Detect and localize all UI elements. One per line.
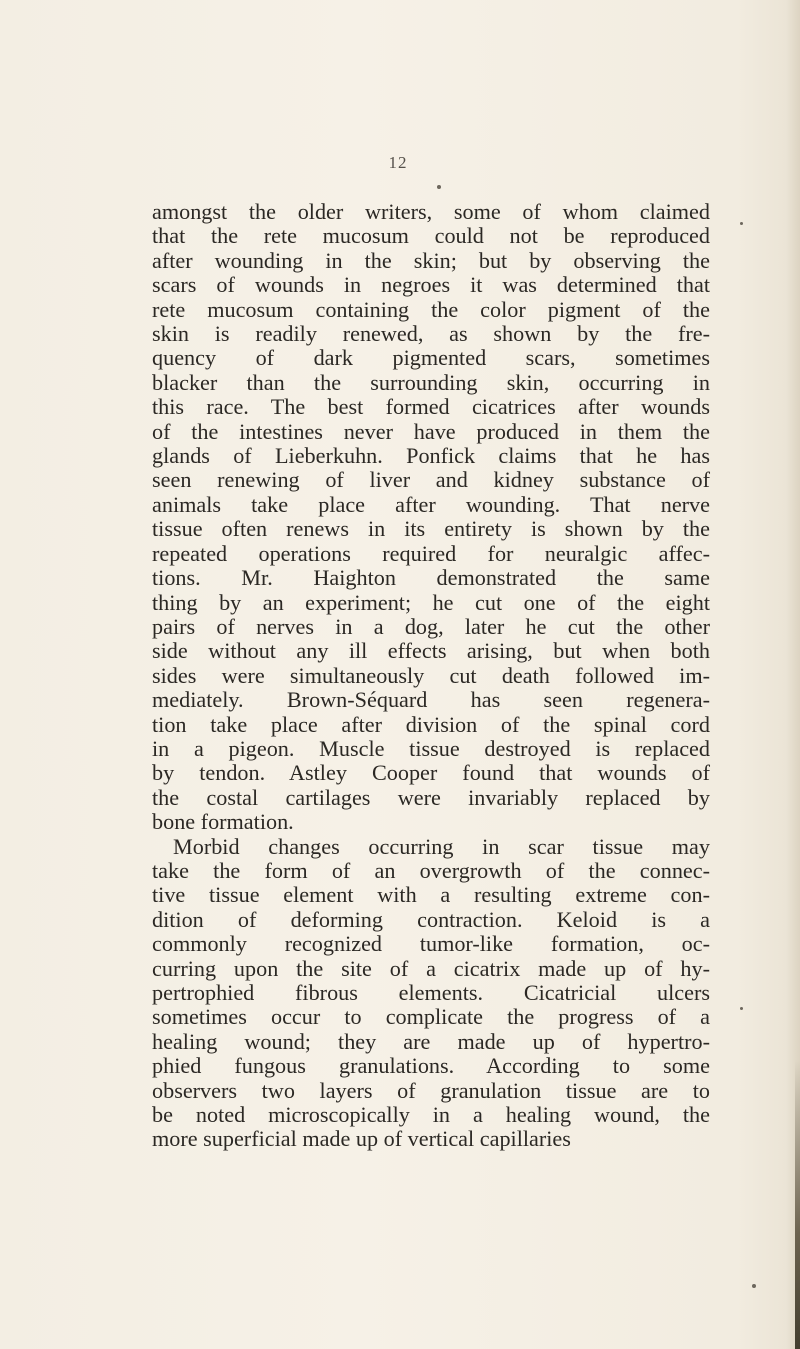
- ink-speck: [740, 222, 743, 225]
- text-line: tive tissue element with a resulting extreme con-: [152, 882, 710, 908]
- text-line: skin is readily renewed, as shown by the fre-: [152, 321, 710, 347]
- text-line: curring upon the site of a cicatrix made up of hy-: [152, 955, 710, 981]
- text-line: after wounding in the skin; but by observing the: [152, 247, 710, 273]
- body-text: [152, 200, 710, 1152]
- text-line: take the form of an overgrowth of the connec-: [152, 857, 710, 883]
- paragraph-end-line: bone formation.: [152, 809, 294, 835]
- text-line: tissue often renews in its entirety is shown by the: [152, 516, 710, 542]
- page-edge-binding: [795, 1060, 800, 1349]
- text-line: this race. The best formed cicatrices after wounds: [152, 394, 710, 420]
- text-line: pairs of nerves in a dog, later he cut the other: [152, 613, 710, 639]
- text-line: side without any ill effects arising, but when both: [152, 638, 710, 664]
- text-line: animals take place after wounding. That nerve: [152, 491, 710, 517]
- text-line: quency of dark pigmented scars, sometimes: [152, 345, 710, 371]
- text-line: that the rete mucosum could not be reproduced: [152, 223, 710, 249]
- text-line: thing by an experiment; he cut one of the eight: [152, 589, 710, 615]
- ink-speck: [740, 1007, 743, 1010]
- text-line: be noted microscopically in a healing wound, the: [152, 1102, 710, 1128]
- text-line: repeated operations required for neuralgic affec-: [152, 540, 710, 566]
- text-line: observers two layers of granulation tissue are to: [152, 1077, 710, 1103]
- text-line: in a pigeon. Muscle tissue destroyed is replaced: [152, 735, 710, 761]
- page-number: 12: [388, 153, 408, 172]
- text-line: scars of wounds in negroes it was determined that: [152, 272, 710, 298]
- text-line: of the intestines never have produced in them the: [152, 418, 710, 444]
- text-line: dition of deforming contraction. Keloid is a: [152, 906, 710, 932]
- text-line: seen renewing of liver and kidney substance of: [152, 467, 710, 493]
- text-line: tions. Mr. Haighton demonstrated the same: [152, 565, 710, 591]
- text-line: amongst the older writers, some of whom claimed: [152, 199, 710, 224]
- text-line: sides were simultaneously cut death followed im-: [152, 662, 710, 688]
- ink-speck: [752, 1284, 756, 1288]
- text-line: tion take place after division of the spinal cord: [152, 711, 710, 737]
- text-line: phied fungous granulations. According to some: [152, 1053, 710, 1079]
- ink-speck: [437, 185, 441, 189]
- text-line: sometimes occur to complicate the progress of a: [152, 1004, 710, 1030]
- text-line: rete mucosum containing the color pigment of the: [152, 296, 710, 322]
- text-line: healing wound; they are made up of hypertro-: [152, 1028, 710, 1054]
- text-line: pertrophied fibrous elements. Cicatricial ulcers: [152, 980, 710, 1005]
- text-line: blacker than the surrounding skin, occurring in: [152, 369, 710, 395]
- text-line: commonly recognized tumor-like formation, oc-: [152, 931, 710, 957]
- text-line: the costal cartilages were invariably replaced by: [152, 784, 710, 810]
- text-line: more superficial made up of vertical capillaries: [152, 1126, 571, 1152]
- text-line: by tendon. Astley Cooper found that wounds of: [152, 760, 710, 786]
- paragraph-start-line: Morbid changes occurring in scar tissue may: [173, 833, 710, 859]
- text-line: mediately. Brown-Séquard has seen regenera-: [152, 687, 710, 713]
- text-line: glands of Lieberkuhn. Ponfick claims that he has: [152, 443, 710, 469]
